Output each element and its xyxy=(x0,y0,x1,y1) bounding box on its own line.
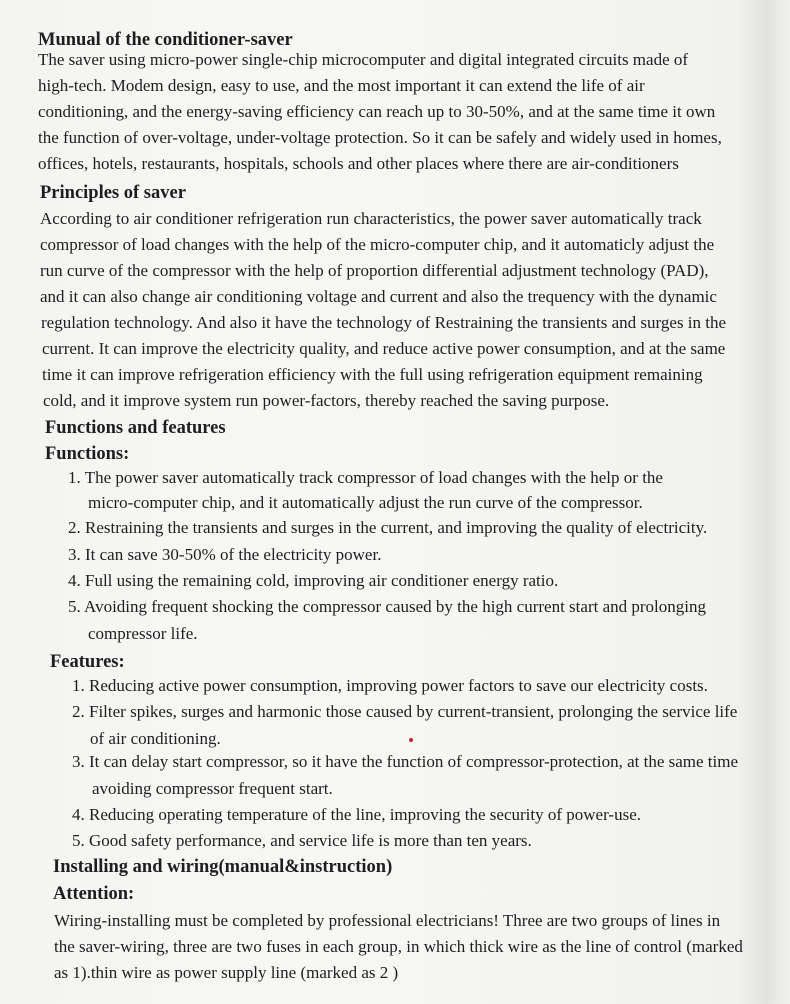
text-line: micro-computer chip, and it automatically adjust the run curve of the compressor. xyxy=(88,493,643,512)
text-line: cold, and it improve system run power-factors, thereby reached the saving purpose. xyxy=(43,391,610,410)
section-heading: Functions and features xyxy=(45,418,226,438)
text-line: 2. Restraining the transients and surges in the current, and improving the quality of electricity. xyxy=(68,518,708,537)
text-line: 1. The power saver automatically track compressor of load changes with the help or the xyxy=(68,468,663,487)
text-line: offices, hotels, restaurants, hospitals, schools and other places where there are air-conditioners xyxy=(38,154,679,173)
text-line: Wiring-installing must be completed by professional electricians! Three are two groups of lines in xyxy=(54,911,721,930)
text-line: of air conditioning. xyxy=(90,729,221,748)
text-line: the saver-wiring, three are two fuses in each group, in which thick wire as the line of control (marked xyxy=(54,937,743,956)
text-line: run curve of the compressor with the help of proportion differential adjustment technology (PAD), xyxy=(40,261,709,280)
subsection-heading: Functions: xyxy=(45,444,130,464)
text-line: 1. Reducing active power consumption, improving power factors to save our electricity costs. xyxy=(72,676,708,695)
text-line: current. It can improve the electricity quality, and reduce active power consumption, and at the same xyxy=(42,339,726,358)
text-line: and it can also change air conditioning voltage and current and also the trequency with the dynamic xyxy=(40,287,717,306)
section-heading: Installing and wiring(manual&instruction) xyxy=(53,857,393,877)
text-line: the function of over-voltage, under-voltage protection. So it can be safely and widely used in homes, xyxy=(38,128,722,147)
text-line: 3. It can delay start compressor, so it have the function of compressor-protection, at the same time xyxy=(72,752,739,771)
document-title: Munual of the conditioner-saver xyxy=(38,30,293,50)
text-line: 2. Filter spikes, surges and harmonic those caused by current-transient, prolonging the service life xyxy=(72,702,738,721)
text-line: compressor life. xyxy=(88,624,198,643)
subsection-heading: Features: xyxy=(50,652,125,672)
text-line: regulation technology. And also it have the technology of Restraining the transients and surges in the xyxy=(41,313,727,332)
text-line: compressor of load changes with the help of the micro-computer chip, and it automaticly adjust the xyxy=(40,235,715,254)
text-line: 4. Reducing operating temperature of the line, improving the security of power-use. xyxy=(72,805,641,824)
text-line: 5. Good safety performance, and service life is more than ten years. xyxy=(72,831,532,850)
red-ink-spot xyxy=(409,738,413,742)
text-line: 5. Avoiding frequent shocking the compressor caused by the high current start and prolonging xyxy=(68,597,706,616)
subsection-heading: Attention: xyxy=(53,884,135,904)
text-line: as 1).thin wire as power supply line (marked as 2 ) xyxy=(54,963,399,982)
text-line: 4. Full using the remaining cold, improving air conditioner energy ratio. xyxy=(68,571,559,590)
text-line: According to air conditioner refrigeration run characteristics, the power saver automatically track xyxy=(40,209,702,228)
text-line: time it can improve refrigeration efficiency with the full using refrigeration equipment remaining xyxy=(42,365,703,384)
text-line: conditioning, and the energy-saving efficiency can reach up to 30-50%, and at the same time it own xyxy=(38,102,716,121)
text-line: high-tech. Modem design, easy to use, and the most important it can extend the life of air xyxy=(38,76,645,95)
text-line: The saver using micro-power single-chip microcomputer and digital integrated circuits made of xyxy=(38,50,689,69)
text-line: avoiding compressor frequent start. xyxy=(92,779,333,798)
section-heading: Principles of saver xyxy=(40,183,186,203)
text-line: 3. It can save 30-50% of the electricity power. xyxy=(68,545,382,564)
